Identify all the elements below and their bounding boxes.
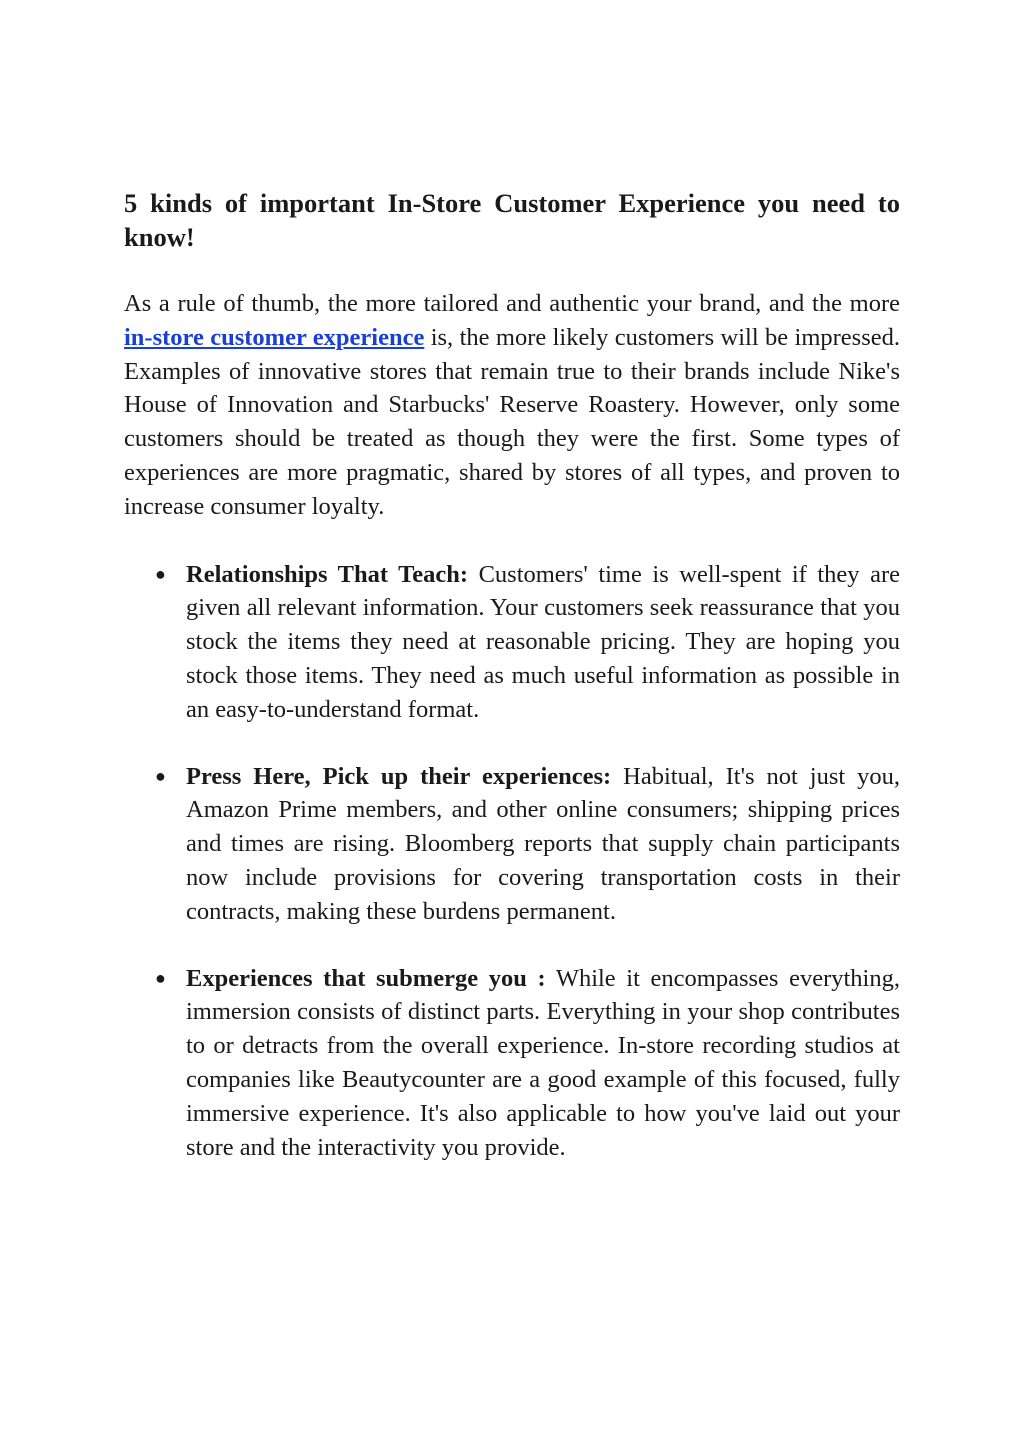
list-item-text: Customers' time is well-spent if they are given all relevant information. Your customers seek reassurance that you stock the items they need at reasonable pricing. They are hoping you stock those items. They need as much useful information as possible in an easy-to-understand format.: [186, 560, 900, 723]
list-item-press-here: [124, 760, 900, 929]
list-item-title: Experiences that submerge you :: [186, 964, 546, 992]
in-store-customer-experience-link[interactable]: in-store customer experience: [124, 323, 425, 351]
list-item-text: While it encompasses everything, immersion consists of distinct parts. Everything in your shop contributes to or detracts from the overall experience. In-store recording studios at companies like Beautycounter are a good example of this focused, fully immersive experience. It's also applicable to how you've laid out your store and the interactivity you provide.: [186, 964, 900, 1161]
experience-list: [124, 558, 900, 1165]
bullet-icon: ●: [155, 563, 166, 584]
document-page: [124, 186, 900, 1197]
article-title: 5 kinds of important In-Store Customer Experience you need to know!: [124, 188, 900, 252]
list-item-title: Press Here, Pick up their experiences:: [186, 762, 612, 790]
bullet-icon: ●: [155, 967, 166, 988]
list-item-relationships-that-teach: [124, 558, 900, 727]
intro-text-after-link: is, the more likely customers will be impressed. Examples of innovative stores that remain true to their brands include Nike's House of Innovation and Starbucks' Reserve Roastery. However, only some customers should be treated as though they were the first. Some types of experiences are more pragmatic, shared by stores of all types, and proven to increase consumer loyalty.: [124, 323, 900, 520]
list-item-text: Habitual, It's not just you, Amazon Prime members, and other online consumers; shipping prices and times are rising. Bloomberg reports that supply chain participants now include provisions for covering transportation costs in their contracts, making these burdens permanent.: [186, 762, 901, 925]
list-item-experiences-that-submerge: [124, 962, 900, 1165]
list-item-title: Relationships That Teach:: [186, 560, 469, 588]
bullet-icon: ●: [155, 765, 166, 786]
intro-text-before-link: As a rule of thumb, the more tailored and authentic your brand, and the more: [124, 290, 900, 317]
intro-paragraph: [124, 287, 900, 524]
